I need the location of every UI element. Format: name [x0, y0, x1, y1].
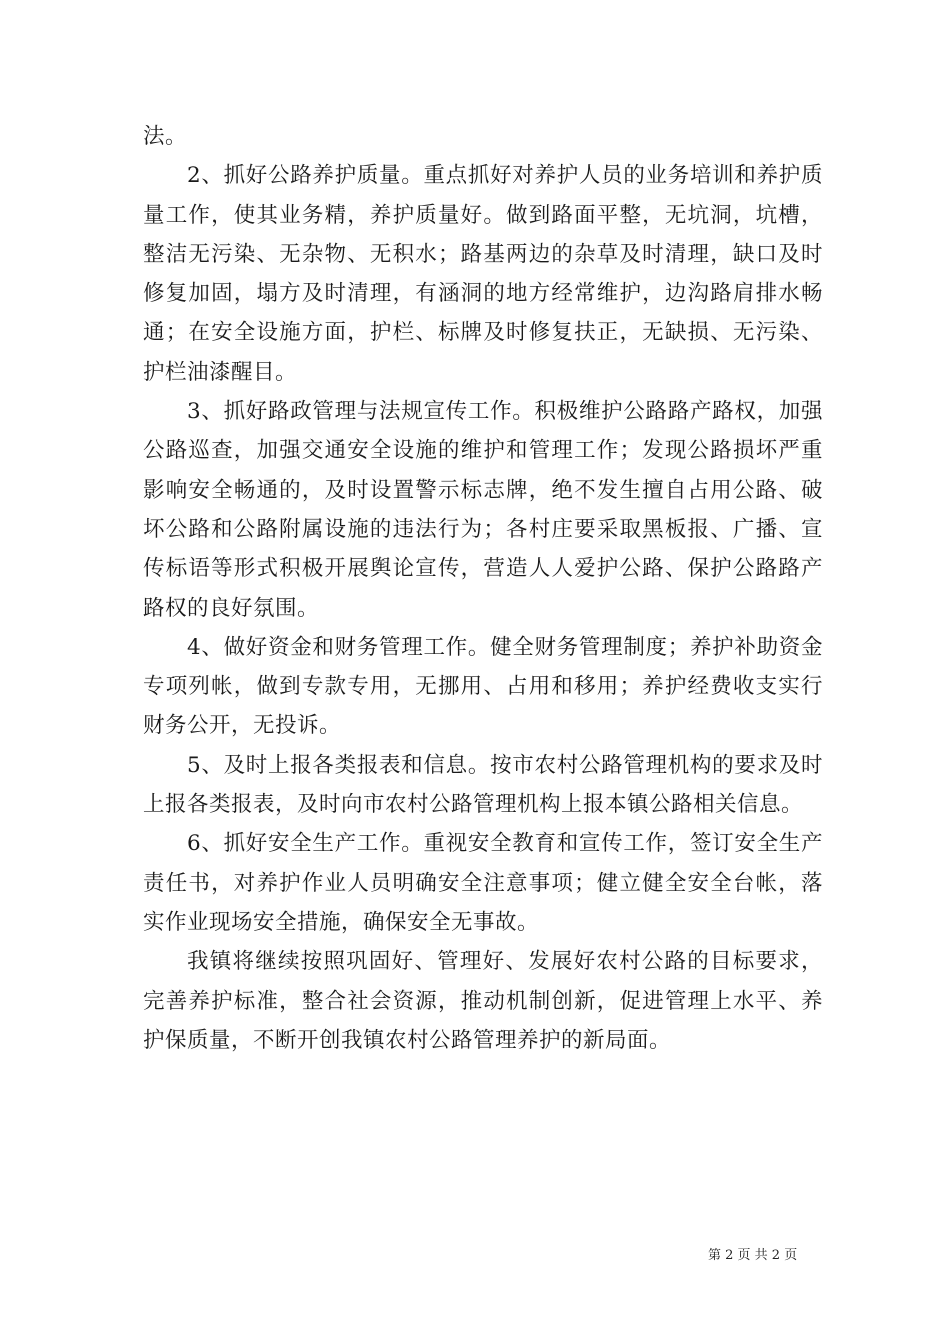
- paragraph-conclusion: 我镇将继续按照巩固好、管理好、发展好农村公路的目标要求，完善养护标准，整合社会资源，推动机制创新，促进管理上水平、养护保质量，不断开创我镇农村公路管理养护的新局面。: [143, 949, 823, 1053]
- paragraph-finance-management: 4、做好资金和财务管理工作。健全财务管理制度；养护补助资金专项列帐，做到专款专用，无挪用、占用和移用；养护经费收支实行财务公开，无投诉。: [143, 634, 823, 739]
- paragraph-maintenance-quality: 2、抓好公路养护质量。重点抓好对养护人员的业务培训和养护质量工作，使其业务精，养护质量好。做到路面平整，无坑洞，坑槽，整洁无污染、无杂物、无积水；路基两边的杂草及时清理，缺口及时修复加固，塌方及时清理，有涵洞的地方经常维护，边沟路肩排水畅通；在安全设施方面，护栏、标牌及时修复扶正，无缺损、无污染、护栏油漆醒目。: [143, 163, 823, 385]
- document-body: [143, 117, 823, 1060]
- paragraph-road-administration: 3、抓好路政管理与法规宣传工作。积极维护公路路产路权，加强公路巡查，加强交通安全设施的维护和管理工作；发现公路损坏严重影响安全畅通的，及时设置警示标志牌，绝不发生擅自占用公路、破坏公路和公路附属设施的违法行为；各村庄要采取黑板报、广播、宣传标语等形式积极开展舆论宣传，营造人人爱护公路、保护公路路产路权的良好氛围。: [143, 399, 823, 621]
- page-number-footer: 第 2 页 共 2 页: [708, 1248, 798, 1263]
- paragraph-safety-production: 6、抓好安全生产工作。重视安全教育和宣传工作，签订安全生产责任书，对养护作业人员明确安全注意事项；健立健全安全台帐，落实作业现场安全措施，确保安全无事故。: [143, 831, 823, 935]
- paragraph-reporting: 5、及时上报各类报表和信息。按市农村公路管理机构的要求及时上报各类报表，及时向市农村公路管理机构上报本镇公路相关信息。: [143, 752, 823, 818]
- paragraph-continuation: 法。: [143, 124, 188, 149]
